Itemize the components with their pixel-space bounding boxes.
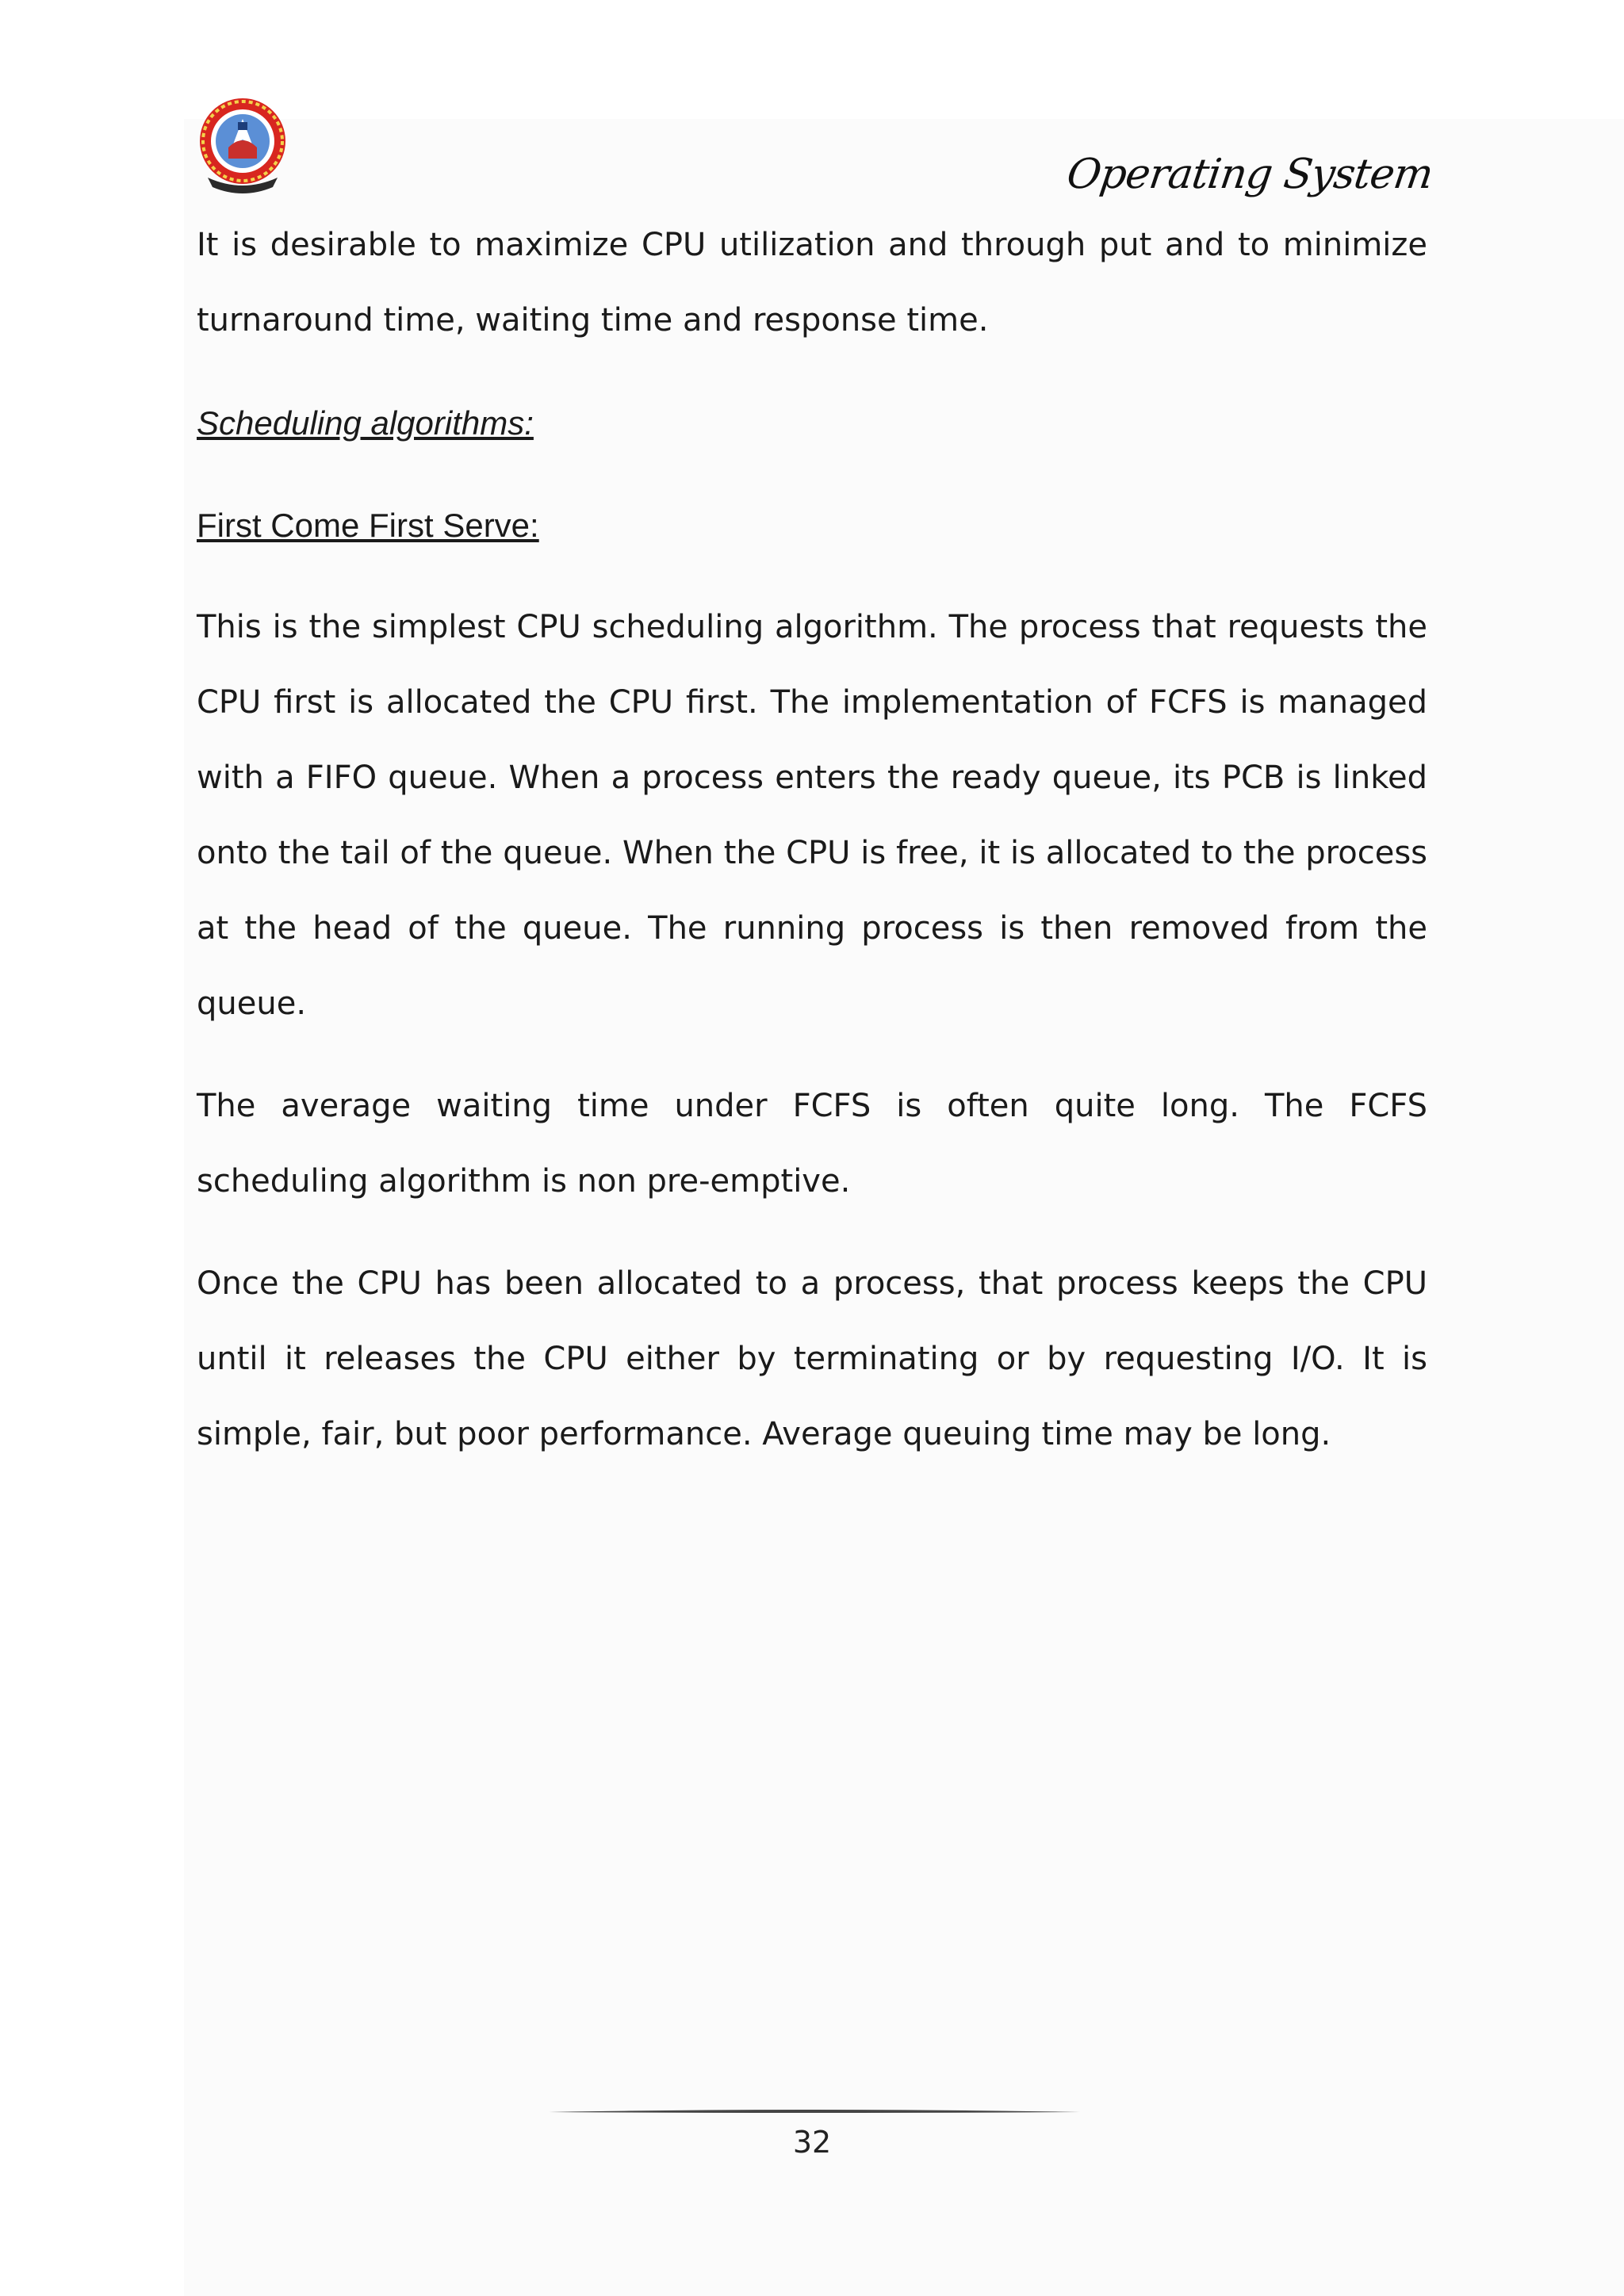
footer-divider: [549, 2103, 1080, 2110]
paragraph-waiting-time: The average waiting time under FCFS is often quite long. The FCFS scheduling algorithm is non pre-emptive.: [197, 1088, 1427, 1200]
document-body: [197, 208, 1427, 1499]
section-heading: Scheduling algorithms:: [197, 404, 534, 442]
header-title: Operating System: [1063, 151, 1436, 198]
page-number: 32: [792, 2125, 832, 2160]
paragraph-non-preemptive: Once the CPU has been allocated to a process, that process keeps the CPU until it releases the CPU either by terminating or by requesting I/O. It is simple, fair, but poor performance. Average queuing time may be long.: [197, 1265, 1427, 1452]
paragraph-fcfs-description: This is the simplest CPU scheduling algorithm. The process that requests the CPU first is allocated the CPU first. The implementation of FCFS is managed with a FIFO queue. When a process enters the ready queue, its PCB is linked onto the tail of the queue. When the CPU is free, it is allocated to the process at the head of the queue. The running process is then removed from the queue.: [197, 609, 1427, 1022]
intro-paragraph: It is desirable to maximize CPU utilization and through put and to minimize turnaround time, waiting time and response time.: [197, 227, 1427, 339]
college-emblem-icon: [197, 95, 289, 197]
subsection-heading: First Come First Serve:: [197, 507, 539, 544]
